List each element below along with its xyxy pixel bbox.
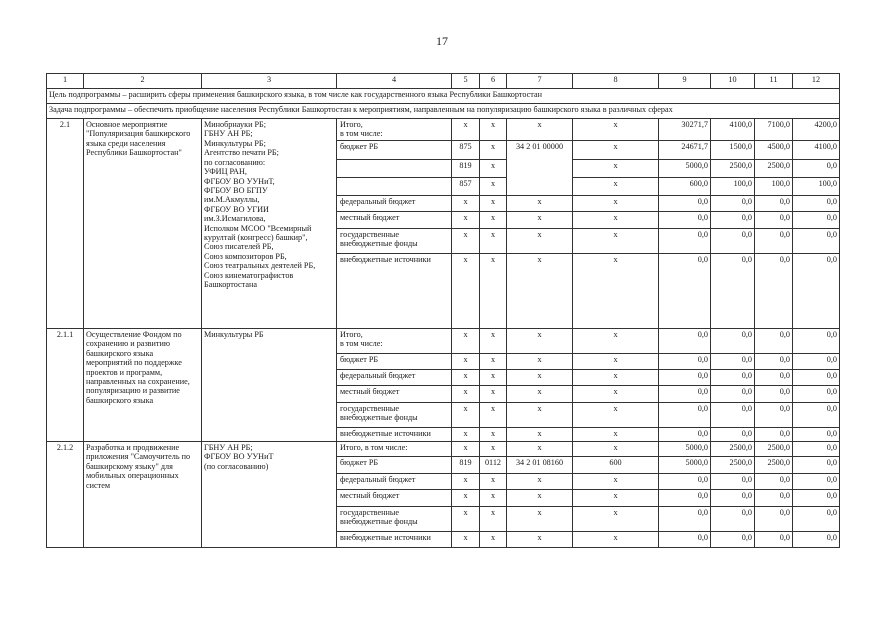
code-cell: x <box>480 140 507 159</box>
code-cell: x <box>507 253 573 328</box>
funding-source: федеральный бюджет <box>337 195 452 211</box>
amount-cell: 0,0 <box>711 506 755 531</box>
amount-cell: 4100,0 <box>793 140 840 159</box>
code-cell: x <box>452 195 480 211</box>
header-cell: 3 <box>202 74 337 89</box>
header-cell: 1 <box>47 74 84 89</box>
code-cell: x <box>507 473 573 489</box>
amount-cell: 0,0 <box>755 506 793 531</box>
header-cell: 9 <box>659 74 711 89</box>
amount-cell: 0,0 <box>755 385 793 402</box>
program-table <box>46 73 840 548</box>
amount-cell: 5000,0 <box>659 159 711 177</box>
amount-cell: 0,0 <box>793 506 840 531</box>
funding-source: Итого, в том числе: <box>337 119 452 141</box>
amount-cell: 0,0 <box>793 456 840 473</box>
code-cell: x <box>480 369 507 385</box>
funding-source: бюджет РБ <box>337 456 452 473</box>
amount-cell: 0,0 <box>659 489 711 506</box>
code-cell: x <box>507 531 573 547</box>
amount-cell: 0,0 <box>755 473 793 489</box>
amount-cell: 0,0 <box>755 353 793 369</box>
funding-source: местный бюджет <box>337 489 452 506</box>
amount-cell: 0,0 <box>793 385 840 402</box>
amount-cell: 0,0 <box>659 385 711 402</box>
funding-source: внебюджетные источники <box>337 427 452 441</box>
table-body <box>47 74 840 548</box>
code-cell: 875 <box>452 140 480 159</box>
code-cell: x <box>480 402 507 427</box>
header-cell: 11 <box>755 74 793 89</box>
funding-source: местный бюджет <box>337 211 452 228</box>
subprogram-goal: Цель подпрограммы – расширить сферы применения башкирского языка, в том числе как государственного языка Республики Башкортостан <box>47 89 840 104</box>
code-cell: 34 2 01 08160 <box>507 456 573 473</box>
amount-cell: 24671,7 <box>659 140 711 159</box>
amount-cell: 2500,0 <box>711 159 755 177</box>
amount-cell: 0,0 <box>793 328 840 353</box>
header-cell: 4 <box>337 74 452 89</box>
amount-cell: 0,0 <box>793 159 840 177</box>
amount-cell: 5000,0 <box>659 456 711 473</box>
code-cell: x <box>507 353 573 369</box>
code-cell: x <box>507 211 573 228</box>
amount-cell: 0,0 <box>793 228 840 253</box>
code-cell: x <box>573 441 659 456</box>
item-number: 2.1.2 <box>47 441 84 547</box>
code-cell: x <box>573 253 659 328</box>
code-cell: x <box>452 353 480 369</box>
header-cell: 7 <box>507 74 573 89</box>
funding-source: федеральный бюджет <box>337 473 452 489</box>
amount-cell: 0,0 <box>711 353 755 369</box>
table-row <box>47 441 840 456</box>
code-cell: x <box>507 402 573 427</box>
header-cell: 6 <box>480 74 507 89</box>
code-cell: x <box>452 119 480 141</box>
code-cell: x <box>573 140 659 159</box>
task-row <box>47 104 840 119</box>
amount-cell: 0,0 <box>755 195 793 211</box>
amount-cell: 0,0 <box>793 473 840 489</box>
code-cell: x <box>573 353 659 369</box>
funding-source: Итого, в том числе: <box>337 441 452 456</box>
code-cell: 34 2 01 00000 <box>507 140 573 195</box>
amount-cell: 0,0 <box>659 473 711 489</box>
code-cell: x <box>480 353 507 369</box>
code-cell: x <box>480 473 507 489</box>
code-cell: x <box>573 402 659 427</box>
item-number: 2.1.1 <box>47 328 84 441</box>
code-cell: x <box>452 369 480 385</box>
funding-source: государственные внебюджетные фонды <box>337 506 452 531</box>
amount-cell: 0,0 <box>793 253 840 328</box>
funding-source <box>337 159 452 177</box>
amount-cell: 0,0 <box>711 385 755 402</box>
amount-cell: 0,0 <box>793 195 840 211</box>
amount-cell: 0,0 <box>755 228 793 253</box>
header-cell: 12 <box>793 74 840 89</box>
code-cell: x <box>507 228 573 253</box>
header-cell: 10 <box>711 74 755 89</box>
code-cell: x <box>507 506 573 531</box>
item-number: 2.1 <box>47 119 84 329</box>
amount-cell: 600,0 <box>659 177 711 195</box>
amount-cell: 0,0 <box>659 402 711 427</box>
item-executor: ГБНУ АН РБ; ФГБОУ ВО УУНиТ (по согласованию) <box>202 441 337 547</box>
amount-cell: 7100,0 <box>755 119 793 141</box>
code-cell: x <box>452 427 480 441</box>
goal-row <box>47 89 840 104</box>
amount-cell: 0,0 <box>711 489 755 506</box>
code-cell: x <box>452 441 480 456</box>
amount-cell: 0,0 <box>711 427 755 441</box>
code-cell: x <box>452 489 480 506</box>
code-cell: x <box>507 427 573 441</box>
amount-cell: 0,0 <box>711 473 755 489</box>
amount-cell: 0,0 <box>755 369 793 385</box>
code-cell: x <box>480 506 507 531</box>
code-cell: x <box>452 328 480 353</box>
code-cell: x <box>573 211 659 228</box>
header-cell: 5 <box>452 74 480 89</box>
subprogram-task: Задача подпрограммы – обеспечить приобщение населения Республики Башкортостан к мероприятиям, направленным на популяризацию башкирского языка в различных сферах <box>47 104 840 119</box>
funding-source: внебюджетные источники <box>337 531 452 547</box>
code-cell: 0112 <box>480 456 507 473</box>
code-cell: x <box>507 119 573 141</box>
amount-cell: 0,0 <box>793 353 840 369</box>
code-cell: x <box>573 427 659 441</box>
funding-source <box>337 177 452 195</box>
amount-cell: 0,0 <box>711 211 755 228</box>
code-cell: x <box>573 195 659 211</box>
code-cell: x <box>480 531 507 547</box>
code-cell: x <box>507 441 573 456</box>
funding-source: внебюджетные источники <box>337 253 452 328</box>
amount-cell: 0,0 <box>659 328 711 353</box>
amount-cell: 0,0 <box>659 253 711 328</box>
code-cell: x <box>480 489 507 506</box>
item-executor: Минобрнауки РБ; ГБНУ АН РБ; Минкультуры РБ; Агентство печати РБ; по согласованию: УФИЦ РАН, ФГБОУ ВО УУНиТ, ФГБОУ ВО БГПУ им.М.Акмуллы, ФГБОУ ВО УГИИ им.З.Исмагилова, Исполком МСОО "Всемирный курултай (конгресс) башкир", Союз писателей РБ, Союз композиторов РБ, Союз театральных деятелей РБ, Союз кинематографистов Башкортостана <box>202 119 337 329</box>
code-cell: x <box>480 159 507 177</box>
code-cell: x <box>480 385 507 402</box>
code-cell: x <box>573 385 659 402</box>
code-cell: x <box>480 328 507 353</box>
code-cell: x <box>507 195 573 211</box>
amount-cell: 0,0 <box>659 211 711 228</box>
code-cell: x <box>573 177 659 195</box>
code-cell: x <box>573 119 659 141</box>
amount-cell: 0,0 <box>711 369 755 385</box>
code-cell: x <box>452 228 480 253</box>
code-cell: x <box>573 473 659 489</box>
code-cell: x <box>480 211 507 228</box>
code-cell: x <box>573 531 659 547</box>
amount-cell: 0,0 <box>711 195 755 211</box>
amount-cell: 0,0 <box>659 369 711 385</box>
amount-cell: 4200,0 <box>793 119 840 141</box>
amount-cell: 0,0 <box>711 253 755 328</box>
amount-cell: 0,0 <box>659 506 711 531</box>
amount-cell: 0,0 <box>755 211 793 228</box>
header-cell: 8 <box>573 74 659 89</box>
code-cell: x <box>573 489 659 506</box>
amount-cell: 0,0 <box>659 531 711 547</box>
amount-cell: 0,0 <box>659 427 711 441</box>
funding-source: бюджет РБ <box>337 140 452 159</box>
code-cell: x <box>480 253 507 328</box>
code-cell: x <box>452 211 480 228</box>
amount-cell: 0,0 <box>793 369 840 385</box>
code-cell: x <box>480 119 507 141</box>
code-cell: x <box>452 402 480 427</box>
code-cell: x <box>480 177 507 195</box>
amount-cell: 100,0 <box>793 177 840 195</box>
code-cell: x <box>452 531 480 547</box>
code-cell: x <box>452 253 480 328</box>
amount-cell: 2500,0 <box>755 456 793 473</box>
amount-cell: 0,0 <box>755 328 793 353</box>
code-cell: x <box>507 489 573 506</box>
amount-cell: 0,0 <box>793 427 840 441</box>
amount-cell: 2500,0 <box>711 441 755 456</box>
code-cell: x <box>480 228 507 253</box>
code-cell: 600 <box>573 456 659 473</box>
code-cell: 819 <box>452 159 480 177</box>
table-row <box>47 119 840 141</box>
amount-cell: 0,0 <box>711 228 755 253</box>
funding-source: федеральный бюджет <box>337 369 452 385</box>
table-row <box>47 328 840 353</box>
code-cell: x <box>452 385 480 402</box>
amount-cell: 0,0 <box>755 531 793 547</box>
code-cell: x <box>507 385 573 402</box>
code-cell: x <box>573 228 659 253</box>
item-name: Основное мероприятие "Популяризация башкирского языка среди населения Республики Башкортостан" <box>84 119 202 329</box>
funding-source: местный бюджет <box>337 385 452 402</box>
amount-cell: 1500,0 <box>711 140 755 159</box>
funding-source: государственные внебюджетные фонды <box>337 228 452 253</box>
amount-cell: 0,0 <box>793 402 840 427</box>
code-cell: 819 <box>452 456 480 473</box>
code-cell: x <box>573 369 659 385</box>
amount-cell: 4500,0 <box>755 140 793 159</box>
amount-cell: 0,0 <box>793 211 840 228</box>
code-cell: x <box>573 159 659 177</box>
amount-cell: 4100,0 <box>711 119 755 141</box>
amount-cell: 2500,0 <box>755 441 793 456</box>
amount-cell: 5000,0 <box>659 441 711 456</box>
amount-cell: 100,0 <box>711 177 755 195</box>
funding-source: бюджет РБ <box>337 353 452 369</box>
header-cell: 2 <box>84 74 202 89</box>
code-cell: x <box>452 506 480 531</box>
page-number: 17 <box>436 34 448 48</box>
code-cell: x <box>452 473 480 489</box>
amount-cell: 0,0 <box>755 253 793 328</box>
amount-cell: 30271,7 <box>659 119 711 141</box>
amount-cell: 0,0 <box>711 402 755 427</box>
code-cell: x <box>480 195 507 211</box>
amount-cell: 0,0 <box>793 441 840 456</box>
amount-cell: 2500,0 <box>711 456 755 473</box>
amount-cell: 0,0 <box>755 489 793 506</box>
code-cell: x <box>573 328 659 353</box>
amount-cell: 0,0 <box>659 195 711 211</box>
code-cell: x <box>573 506 659 531</box>
code-cell: 857 <box>452 177 480 195</box>
amount-cell: 2500,0 <box>755 159 793 177</box>
amount-cell: 0,0 <box>659 353 711 369</box>
code-cell: x <box>507 369 573 385</box>
code-cell: x <box>507 328 573 353</box>
amount-cell: 100,0 <box>755 177 793 195</box>
code-cell: x <box>480 427 507 441</box>
amount-cell: 0,0 <box>659 228 711 253</box>
code-cell: x <box>480 441 507 456</box>
item-executor: Минкультуры РБ <box>202 328 337 441</box>
amount-cell: 0,0 <box>793 489 840 506</box>
funding-source: государственные внебюджетные фонды <box>337 402 452 427</box>
amount-cell: 0,0 <box>711 328 755 353</box>
funding-source: Итого, в том числе: <box>337 328 452 353</box>
item-name: Разработка и продвижение приложения "Самоучитель по башкирскому языку" для мобильных операционных систем <box>84 441 202 547</box>
amount-cell: 0,0 <box>711 531 755 547</box>
amount-cell: 0,0 <box>755 402 793 427</box>
amount-cell: 0,0 <box>755 427 793 441</box>
item-name: Осуществление Фондом по сохранению и развитию башкирского языка мероприятий по поддержке проектов и программ, направленных на сохранение, популяризацию и развитие башкирского языка <box>84 328 202 441</box>
header-row <box>47 74 840 89</box>
amount-cell: 0,0 <box>793 531 840 547</box>
